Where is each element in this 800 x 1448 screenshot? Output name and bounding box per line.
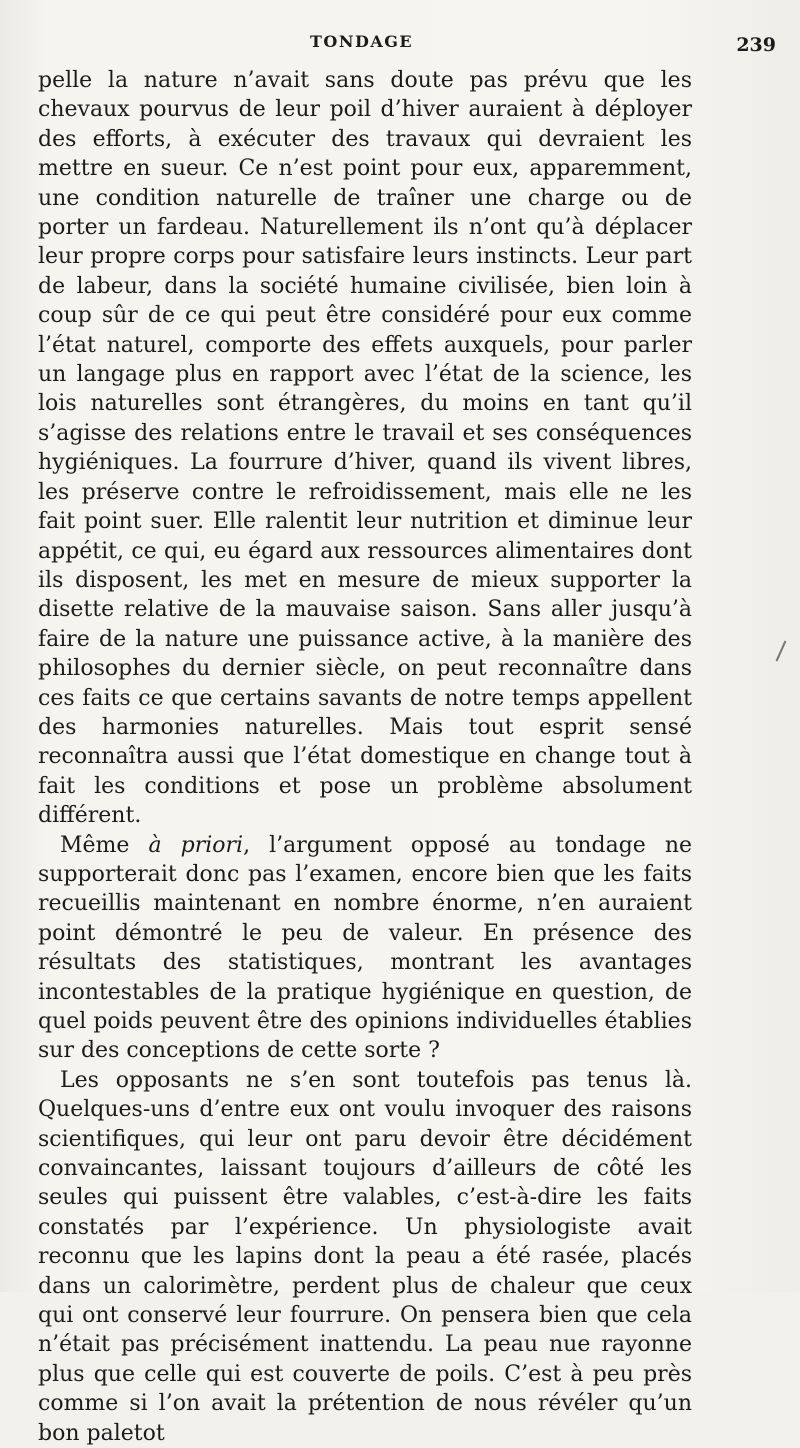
page-number: 239 [736, 34, 776, 56]
paragraph-2-start: Même [60, 832, 149, 858]
paragraph-opposants: Les opposants ne s’en sont toutefois pas tenus là. Quelques-uns d’entre eux ont voulu invoquer des raisons scientifiques, qui leur ont paru devoir être décidément convaincantes, laissant toujours d’ailleurs de côté les seules qui puissent être valables, c’est-à-dire les faits constatés par l’expérience. Un physiologiste avait reconnu que les lapins dont la peau a été rasée, placés dans un calorimètre, perdent plus de chaleur que ceux qui ont conservé leur fourrure. On pensera bien que cela n’était pas précisément inattendu. La peau nue rayonne plus que celle qui est couverte de poils. C’est à peu près comme si l’on avait la prétention de nous révéler qu’un bon paletot [38, 1067, 692, 1446]
italic-a-priori: à priori [148, 832, 244, 858]
running-title: TONDAGE [310, 32, 414, 51]
paragraph-a-priori [38, 831, 692, 1066]
paragraph-2-rest: , l’argument opposé au tondage ne supporterait donc pas l’examen, encore bien que les faits recueillis maintenant en nombre énorme, n’en auraient point démontré le peu de valeur. En présence des résultats des statistiques, montrant les avantages incontestables de la pratique hygiénique en question, de quel poids peuvent être des opinions individuelles établies sur des conceptions de cette sorte ? [38, 832, 693, 1064]
running-header [38, 26, 776, 66]
body-text [38, 66, 692, 1448]
page-blemish [776, 641, 787, 662]
paragraph-continued: pelle la nature n’avait sans doute pas prévu que les chevaux pourvus de leur poil d’hiver auraient à déployer des efforts, à exécuter des travaux qui devraient les mettre en sueur. Ce n’est point pour eux, apparemment, une condition naturelle de traîner une charge ou de porter un fardeau. Naturellement ils n’ont qu’à déplacer leur propre corps pour satisfaire leurs instincts. Leur part de labeur, dans la société humaine civilisée, bien loin à coup sûr de ce qui peut être considéré pour eux comme l’état naturel, comporte des effets auxquels, pour parler un langage plus en rapport avec l’état de la science, les lois naturelles sont étrangères, du moins en tant qu’il s’agisse des relations entre le travail et ses conséquences hygiéniques. La fourrure d’hiver, quand ils vivent libres, les préserve contre le refroidissement, mais elle ne les fait point suer. Elle ralentit leur nutrition et diminue leur appétit, ce qui, eu égard aux ressources alimentaires dont ils disposent, les met en mesure de mieux supporter la disette relative de la mauvaise saison. Sans aller jusqu’à faire de la nature une puissance active, à la manière des philosophes du dernier siècle, on peut reconnaître dans ces faits ce que certains savants de notre temps appellent des harmonies naturelles. Mais tout esprit sensé reconnaîtra aussi que l’état domestique en change tout à fait les conditions et pose un problème absolument différent. [38, 68, 692, 829]
